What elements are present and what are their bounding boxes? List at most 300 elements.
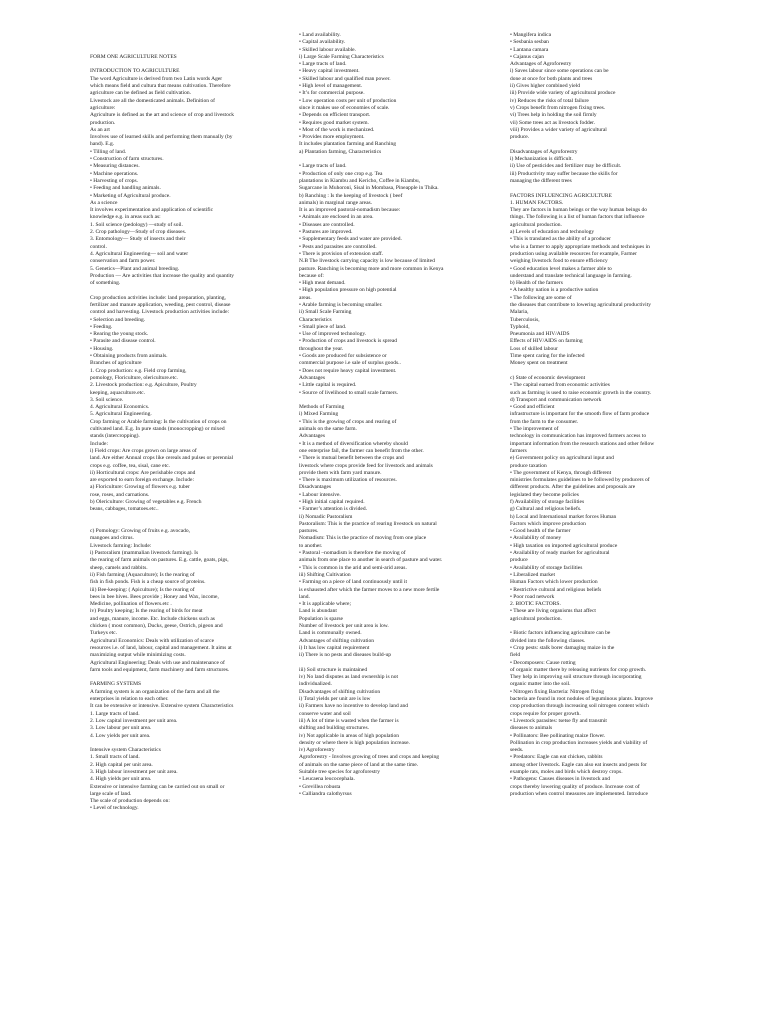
- text-line: throughout the year.: [299, 345, 344, 352]
- text-line: a) Plantation farming, Characteristics: [299, 148, 382, 155]
- text-line: It is an improved pastoral-nomadism because:: [299, 207, 401, 214]
- text-line: • Marketing of Agricultural produce.: [90, 192, 171, 199]
- text-line: technology in communication has improved farmers access to: [510, 433, 647, 440]
- text-line: crops require for proper growth.: [510, 710, 581, 717]
- text-line: bees in bee hives. Bees provide ; Honey and Wax, income,: [90, 593, 219, 600]
- text-line: • Livestock parasites: tsetse fly and transmit: [510, 717, 607, 724]
- text-line: sheep, camels and rabbits.: [90, 564, 148, 571]
- text-line: • High meat demand.: [299, 280, 346, 287]
- blank-line: [510, 623, 686, 630]
- blank-line: [90, 32, 266, 39]
- text-line: • It is a method of diversification whereby should: [299, 440, 408, 447]
- text-line: • Little capital is required.: [299, 382, 357, 389]
- text-line: c) State of economic development: [510, 374, 586, 381]
- text-line: Involves use of learned skills and performing them manually (by: [90, 134, 233, 141]
- text-line: • Heavy capital investment.: [299, 68, 360, 75]
- text-line: ii) There is no pests and diseases build-up: [299, 652, 392, 659]
- text-line: • Crop pests: stalk borer damaging maize in the: [510, 644, 615, 651]
- text-line: • Does not require heavy capital investment.: [299, 367, 397, 374]
- text-line: • Arable farming is becoming smaller.: [299, 301, 383, 308]
- blank-line: [90, 61, 266, 68]
- text-line: • Leucaena leucocephala.: [299, 776, 355, 783]
- text-line: pasture. Ranching is becoming more and more common in Kenya: [299, 265, 444, 272]
- text-line: Pneumonia and HIV/AIDS: [510, 331, 570, 338]
- text-line: • Nitrogen fixing Bacteria: Nitrogen fixing: [510, 688, 605, 695]
- text-line: Include:: [90, 440, 109, 447]
- text-line: such as farming is used to raise economic growth in the country.: [510, 389, 652, 396]
- text-line: mangoes and citrus.: [90, 535, 134, 542]
- text-line: since it makes use of economies of scale.: [299, 104, 390, 111]
- text-line: areas.: [299, 294, 312, 301]
- text-line: iv) Poultry keeping; Is the rearing of birds for meat: [90, 608, 203, 615]
- text-line: • Housing.: [90, 345, 114, 352]
- text-line: 1. Small tracts of land.: [90, 754, 140, 761]
- text-line: knowledge e.g. in areas such as:: [90, 214, 161, 221]
- text-line: field: [510, 652, 521, 659]
- text-line: • This is common in the arid and semi-arid areas.: [299, 564, 407, 571]
- text-line: production using available resources for example, Farmer: [510, 250, 637, 257]
- text-line: a) Levels of education and technology: [510, 229, 595, 236]
- text-line: animals on the same farm.: [299, 426, 357, 433]
- text-line: iv) Not applicable in areas of high population: [299, 732, 400, 739]
- text-line: Crop farming or Arable farming: Is the cultivation of crops on: [90, 418, 227, 425]
- text-line: • Level of technology.: [90, 805, 139, 812]
- text-line: • Mangifera indica: [510, 32, 552, 38]
- text-line: iii) A lot of time is wasted when the farmer is: [299, 717, 399, 724]
- text-line: production when control measures are implemented. Introduce: [510, 790, 648, 797]
- text-line: • Sesbania sesban: [510, 39, 549, 46]
- text-line: A farming system is an organization of the farm and all the: [90, 688, 220, 695]
- text-line: conserve water and soil: [299, 710, 351, 717]
- text-line: a) Floriculture: Growing of flowers e.g. tuber: [90, 484, 190, 491]
- text-line: 4. Low yields per unit area.: [90, 732, 151, 739]
- text-line: b) Ranching : Is the keeping of livestock ( beef: [299, 192, 403, 199]
- text-line: • Construction of farm structures.: [90, 156, 164, 163]
- text-line: iii) Provide wide variety of agricultural produce: [510, 90, 616, 97]
- text-line: • Machine operations.: [90, 170, 139, 177]
- text-line: • Skilled labour available.: [299, 46, 356, 53]
- text-line: • The government of Kenya, through different: [510, 469, 612, 476]
- text-line: • Capital availability.: [299, 39, 346, 46]
- text-line: Money spent on treatment: [510, 360, 568, 367]
- text-line: 2. Crop pathology—Study of crop diseases.: [90, 229, 187, 236]
- text-line: one enterprise fail, the farmer can benefit from the other.: [299, 447, 424, 454]
- text-line: of something.: [90, 280, 121, 287]
- text-line: Disadvantages of Agroforestry: [510, 148, 578, 155]
- text-line: 3. Low labour per unit area.: [90, 725, 152, 732]
- text-line: 3. Soil science.: [90, 396, 124, 403]
- text-line: 5. Genetics—Plant and animal breeding.: [90, 265, 180, 272]
- text-line: • Rearing the young stock.: [90, 331, 149, 338]
- text-line: 3. Entomology— Study of insects and their: [90, 236, 186, 243]
- text-line: the rearing of farm animals on pastures. E.g. cattle, goats, pigs,: [90, 557, 229, 564]
- text-line: Agricultural Engineering; Deals with use and maintenance of: [90, 659, 225, 666]
- text-line: farm tools and equipment, farm machinery and farm structures.: [90, 666, 230, 673]
- text-line: among other livestock. Eagle can also eat insects and pests for: [510, 761, 647, 768]
- text-line: Effects of HIV/AIDS on farming: [510, 338, 583, 345]
- text-line: farmers: [510, 447, 527, 454]
- blank-line: [90, 287, 266, 294]
- blank-line: [90, 521, 266, 528]
- text-line: • Availability of ready market for agricultural: [510, 550, 610, 557]
- text-line: ii) Horticultural crops: Are perishable crops and: [90, 469, 196, 476]
- text-line: • Small piece of land.: [299, 323, 347, 330]
- text-line: • There is mutual benefit between the crops and: [299, 455, 404, 462]
- text-line: ii) Farmers have no incentive to develop land and: [299, 703, 409, 710]
- text-line: ii) Small Scale Farming: [299, 309, 352, 316]
- text-line: 1. HUMAN FACTORS.: [510, 199, 564, 206]
- text-line: done at once for both plants and trees: [510, 75, 593, 82]
- text-line: • Large tracts of land.: [299, 61, 347, 68]
- text-line: i) Large Scale Farming Characteristics: [299, 53, 384, 60]
- text-line: divided into the following classes.: [510, 637, 586, 644]
- text-line: Suitable tree species for agroforestry: [299, 768, 380, 775]
- text-line: ii) Nomadic Pastoralism: [299, 513, 353, 520]
- text-line: 2. Livestock production: e.g. Apiculture, Poultry: [90, 382, 197, 389]
- text-line: • Pathogens: Causes diseases in livestock and: [510, 776, 610, 783]
- text-line: Advantages: [299, 433, 325, 440]
- text-line: iii) Productivity may suffer because the skills for: [510, 170, 618, 177]
- text-line: produce taxation: [510, 462, 547, 469]
- text-line: density or where there is high population increase.: [299, 739, 410, 746]
- text-line: livestock where crops provide feed for livestock and animals: [299, 462, 433, 469]
- text-line: iv) No land disputes as land ownership is not: [299, 674, 398, 681]
- text-line: • These are living organisms that affect: [510, 608, 596, 615]
- text-line: land. Are either Annual crops like cereals and pulses or perennial: [90, 455, 234, 462]
- text-line: Extensive or intensive farming can be carried out on small or: [90, 783, 225, 790]
- text-line: control and harvesting. Livestock production activities include:: [90, 309, 230, 316]
- text-line: iv) Reduces the risks of total failure: [510, 97, 589, 104]
- text-line: FORM ONE AGRICULTURE NOTES: [90, 53, 177, 60]
- text-line: ii) Fish farming (Aquaculture); Is the rearing of: [90, 571, 195, 578]
- text-line: d) Transport and communication network: [510, 396, 602, 403]
- text-line: • Lantana camara: [510, 46, 549, 53]
- text-line: Number of livestock per unit area is low.: [299, 623, 389, 630]
- text-line: Land is communally owned.: [299, 630, 362, 637]
- blank-line: [90, 674, 266, 681]
- text-line: vi) Trees help in holding the soil firmly: [510, 112, 597, 119]
- text-line: 3. High labour investment per unit area.: [90, 768, 178, 775]
- text-line: • Parasite and disease control.: [90, 338, 156, 345]
- text-line: Time spent caring for the infected: [510, 353, 585, 360]
- text-line: Agricultural Economics: Deals with utilization of scarce: [90, 637, 215, 644]
- text-line: organic matter into the soil.: [510, 681, 571, 688]
- text-line: ii) Gives higher combined yield: [510, 83, 580, 90]
- text-line: Livestock are all the domesticated animals. Definition of: [90, 97, 215, 104]
- text-line: Sugarcane in Muhoroni, Sisal in Mombasa, Pineapple in Thika.: [299, 185, 439, 192]
- text-line: because of:: [299, 272, 324, 279]
- text-line: • Use of improved technology.: [299, 331, 367, 338]
- text-line: 1. Crop production: e.g. Field crop farming,: [90, 367, 187, 374]
- text-line: resources i.e. of land, labour, capital and management. It aims at: [90, 644, 232, 651]
- text-line: g) Cultural and religious beliefs.: [510, 506, 582, 513]
- text-line: Characteristics: [299, 316, 332, 323]
- text-line: 2. High capital per unit area.: [90, 761, 153, 768]
- text-line: • There is maximum utilization of resources.: [299, 477, 397, 484]
- text-line: • Decomposers: Cause rotting: [510, 659, 576, 666]
- text-line: • Poor road network: [510, 593, 555, 600]
- text-line: Human Factors which lower production: [510, 579, 598, 586]
- blank-line: [299, 156, 475, 163]
- blank-line: [90, 514, 266, 521]
- text-line: • Diseases are controlled.: [299, 221, 355, 228]
- text-line: 2. Low capital investment per unit area.: [90, 717, 178, 724]
- text-line: • Availability of storage facilities: [510, 564, 583, 571]
- text-line: vii) Some trees act as livestock fodder.: [510, 119, 596, 126]
- text-line: maximizing output while minimizing costs.: [90, 652, 186, 659]
- text-line: important information from the research stations and other fellow: [510, 440, 655, 447]
- text-line: 4. High yields per unit area.: [90, 776, 152, 783]
- text-line: • Production of only one crop e.g. Tea: [299, 170, 383, 177]
- text-line: individualized.: [299, 681, 332, 688]
- blank-line: [90, 39, 266, 46]
- text-line: Typhoid,: [510, 323, 530, 330]
- text-line: Disadvantages: [299, 484, 332, 491]
- text-line: • Measuring distances.: [90, 163, 140, 170]
- text-line: • Most of the work is mechanized.: [299, 126, 375, 133]
- text-line: things. The following is a list of human factors that influence: [510, 214, 645, 221]
- text-line: Tuberculosis,: [510, 316, 540, 323]
- text-line: the diseases that contribute to lowering agricultural productivity: [510, 301, 651, 308]
- text-line: • Biotic factors influencing agriculture can be: [510, 630, 611, 637]
- text-line: iii) Soil structure is maintained: [299, 666, 368, 673]
- text-line: v) Crops benefit from nitrogen fixing trees.: [510, 104, 606, 111]
- text-line: • Depends on efficient transport.: [299, 112, 371, 119]
- text-line: Intensive system Characteristics: [90, 747, 161, 754]
- text-line: FACTORS INFLUENCING AGRICULTURE: [510, 192, 612, 199]
- text-line: land.: [299, 593, 310, 600]
- text-line: Livestock farming: Include:: [90, 542, 152, 549]
- text-line: • Pollinators: Bee pollinating maize flower.: [510, 732, 606, 739]
- text-line: 2. BIOTIC FACTORS.: [510, 601, 561, 608]
- text-line: • Source of livelihood to small scale farmers.: [299, 389, 399, 396]
- blank-line: [510, 368, 686, 375]
- text-line: pomology, Floriculture, olericulture.etc.: [90, 374, 178, 381]
- text-line: seeds.: [510, 747, 524, 754]
- text-line: agriculture:: [90, 104, 116, 111]
- text-line: control.: [90, 243, 107, 250]
- text-line: i) Total yields per unit are is low: [299, 696, 371, 703]
- text-line: infrastructure is important for the smooth flow of farm produce: [510, 411, 650, 418]
- column-middle: [299, 32, 475, 798]
- text-line: legislated they become policies: [510, 491, 579, 498]
- text-line: Agriculture is defined as the art and science of crop and livestock: [90, 112, 235, 119]
- column-right: [510, 32, 686, 798]
- text-line: Agroforestry - Involves growing of trees and crops and keeping: [299, 754, 440, 761]
- text-line: As an art: [90, 126, 110, 133]
- text-line: Methods of Farming: [299, 404, 345, 411]
- text-line: different products. After the guidelines and proposals are: [510, 484, 636, 491]
- text-line: • Farming on a piece of land continuously until it: [299, 579, 408, 586]
- text-line: production.: [90, 119, 116, 126]
- text-line: ii) Use of pesticides and fertilizer may be difficult.: [510, 163, 622, 170]
- text-line: • Goods are produced for subsistence or: [299, 353, 387, 360]
- text-line: • This is the growing of crops and rearing of: [299, 418, 397, 425]
- text-line: • Land availability.: [299, 32, 341, 38]
- text-line: 4. Agricultural Engineering— soil and water: [90, 250, 189, 257]
- text-line: • High population pressure on high potential: [299, 287, 397, 294]
- text-line: FARMING SYSTEMS: [90, 681, 142, 688]
- text-line: INTRODUCTION TO AGRICULTURE: [90, 68, 180, 75]
- text-line: Disadvantages of shifting cultivation: [299, 688, 381, 695]
- text-line: They are factors in human beings or the way human beings do: [510, 207, 648, 214]
- text-line: • It’s for commercial purpose.: [299, 90, 365, 97]
- text-line: Medicine, pollination of flowers.etc .: [90, 601, 172, 608]
- text-line: iv) Agroforestry: [299, 747, 335, 754]
- text-line: of organic matter there by releasing nutrients for crop growth.: [510, 666, 647, 673]
- blank-line: [90, 740, 266, 747]
- text-line: It involves experimentation and application of scientific: [90, 207, 214, 214]
- text-line: • Cajanus cajan: [510, 53, 544, 60]
- blank-line: [510, 185, 686, 192]
- text-line: i) Field crops: Are crops grown on large areas of: [90, 447, 197, 454]
- text-line: • Production of crops and livestock is spread: [299, 338, 398, 345]
- text-line: The word Agriculture is derived from two Latin words Ager: [90, 75, 223, 82]
- text-line: 1. Large tracts of land.: [90, 710, 140, 717]
- text-line: Advantages of Agroforestry: [510, 61, 572, 68]
- text-line: • Obtaining products from animals.: [90, 353, 168, 360]
- text-line: iii) Shifting Cultivation: [299, 571, 351, 578]
- text-line: b) Olericulture: Growing of vegetables e.g. French: [90, 499, 202, 505]
- text-line: Land is abundant: [299, 608, 337, 615]
- text-line: • High level of management.: [299, 83, 363, 90]
- blank-line: [299, 397, 475, 404]
- text-line: keeping, aquaculture.etc.: [90, 389, 145, 396]
- text-line: ministries formulates guidelines to be followed by producers of: [510, 477, 650, 484]
- text-line: commercial purpose i.e sale of surplus goods..: [299, 360, 401, 367]
- text-line: i) Mixed Farming: [299, 411, 339, 418]
- text-line: and eggs, manure, income. Etc. Include chickens such as: [90, 615, 215, 622]
- text-line: i) It has low capital requirement: [299, 644, 370, 651]
- text-line: agricultural production.: [510, 615, 562, 622]
- text-line: • Requires good market system.: [299, 119, 369, 126]
- blank-line: [90, 47, 266, 54]
- text-line: of animals on the same piece of land at the same time.: [299, 761, 419, 768]
- text-line: Crop production activities include: land preparation, planting,: [90, 294, 226, 301]
- text-line: agriculture can be defined as field cultivation.: [90, 90, 191, 97]
- blank-line: [299, 660, 475, 667]
- text-line: • Animals are enclosed in an area.: [299, 214, 374, 221]
- text-line: crop production through increasing soil nitrogen content which: [510, 703, 649, 710]
- text-line: It includes plantation farming and Ranching: [299, 141, 396, 148]
- text-line: • Harvesting of crops.: [90, 177, 139, 184]
- text-line: • Selection and breeding.: [90, 316, 146, 323]
- text-line: rose, roses, and carnations.: [90, 491, 150, 498]
- text-line: • Supplementary feeds and water are provided.: [299, 236, 402, 243]
- text-line: large scale of land.: [90, 790, 132, 797]
- text-line: plantations in Kiambu and Kericho, Coffee in Kiambu,: [299, 177, 421, 184]
- text-line: conservation and farm power.: [90, 258, 156, 265]
- text-line: It can be extensive or intensive. Extensive system Characteristics: [90, 703, 234, 710]
- text-line: from the farm to the consumer.: [510, 418, 579, 425]
- text-line: • Provides more employment.: [299, 134, 365, 141]
- text-line: i) Saves labour since some operations can be: [510, 68, 609, 75]
- text-line: diseases to animals: [510, 725, 553, 732]
- text-line: • High taxation on imported agricultural produce: [510, 542, 618, 549]
- text-line: weighing livestock food to ensure efficiency: [510, 258, 608, 265]
- text-line: i) Mechanization is difficult.: [510, 156, 573, 163]
- text-line: Branches of agriculture: [90, 360, 142, 367]
- text-line: chicken ( most common), Ducks, geese, Ostrich, pigeon and: [90, 623, 223, 630]
- text-line: • Pastoral –nomadism is therefore the moving of: [299, 550, 406, 557]
- text-line: shifting and building structures.: [299, 725, 369, 732]
- text-line: iii) Bee-keeping: ( Apiculture); Is the rearing of: [90, 586, 195, 593]
- text-line: agricultural production.: [510, 221, 562, 228]
- text-line: which means field and cultura that means cultivation. Therefore: [90, 83, 231, 90]
- text-line: pastures.: [299, 528, 319, 535]
- text-line: Production — Are activities that increase the quality and quantity: [90, 272, 235, 279]
- text-line: 1. Soil science (pedology) —study of soil.: [90, 221, 183, 228]
- text-line: • Predators: Eagle can eat chicken, rabbits: [510, 754, 603, 761]
- text-line: • Feeding.: [90, 323, 113, 330]
- text-line: N.B The livestock carrying capacity is low because of limited: [299, 258, 435, 265]
- text-line: beans, cabbages, tomatoes.etc..: [90, 506, 159, 513]
- text-line: produce: [510, 557, 528, 564]
- text-line: • This is translated as the ability of a producer: [510, 236, 611, 243]
- text-line: cultivated land. E.g. In pure stands (monocropping) or mixed: [90, 426, 225, 433]
- text-line: fertilizer and manure application, weeding, pest control, disease: [90, 301, 231, 308]
- text-line: • The improvement of: [510, 426, 559, 433]
- text-line: • Pastures are improved.: [299, 229, 353, 236]
- text-line: 4. Agricultural Economics.: [90, 404, 150, 411]
- text-line: stands (intercropping).: [90, 433, 140, 440]
- text-line: Loss of skilled labour: [510, 345, 558, 352]
- text-line: animals) in marginal range areas.: [299, 199, 373, 206]
- text-line: • Restrictive cultural and religious beliefs: [510, 586, 602, 593]
- text-line: • Good health of the farmer: [510, 528, 571, 535]
- text-line: crops e.g. coffee, tea, sisal, cane etc.: [90, 462, 170, 469]
- text-line: is exhausted after which the farmer moves to a new more fertile: [299, 586, 440, 593]
- text-line: i) Pastoralism (mammalian livestock farming). Is: [90, 550, 199, 557]
- text-line: provide them with farm yard manure.: [299, 469, 382, 476]
- column-left: [90, 32, 266, 813]
- text-line: • The capital earned from economic activities: [510, 382, 610, 389]
- text-line: Factors which improve production: [510, 520, 586, 527]
- text-line: managing the different trees: [510, 177, 572, 184]
- text-line: Turkeys etc.: [90, 630, 117, 637]
- text-line: • Liberalized market: [510, 571, 555, 578]
- text-line: e) Government policy on agricultural input and: [510, 455, 614, 462]
- text-line: produce.: [510, 134, 530, 141]
- text-line: who is a farmer to apply appropriate methods and techniques in: [510, 243, 650, 250]
- text-line: • Tilling of land.: [90, 148, 127, 155]
- text-line: • Feeding and handling animals.: [90, 185, 161, 192]
- text-line: viii) Provides a wider variety of agricultural: [510, 126, 607, 133]
- text-line: • Low operation costs per unit of production: [299, 97, 397, 104]
- text-line: Malaria,: [510, 309, 529, 316]
- text-line: • Labour intensive.: [299, 491, 341, 498]
- text-line: • High initial capital required.: [299, 499, 365, 505]
- text-line: are exported to earn foreign exchange. Include:: [90, 477, 194, 484]
- text-line: As a science: [90, 199, 118, 206]
- text-line: Pollination in crop production increases yields and viability of: [510, 739, 648, 746]
- text-line: c) Pomology: Growing of fruits e.g. avocado,: [90, 528, 191, 535]
- text-line: • Large tracts of land.: [299, 163, 347, 170]
- text-line: understand and translate technical language in farming.: [510, 272, 632, 279]
- text-line: Nomadism: This is the practice of moving from one place: [299, 535, 427, 542]
- text-line: The scale of production depends on:: [90, 798, 170, 805]
- text-line: fish in fish ponds. Fish is a cheap source of proteins.: [90, 579, 206, 586]
- text-line: They help in improving soil structure through incorporating: [510, 674, 642, 681]
- text-line: • Good and efficient: [510, 404, 555, 411]
- text-line: • Farmer’s attention is divided.: [299, 506, 367, 513]
- text-line: b) Health of the farmers: [510, 280, 563, 287]
- text-line: Pastoralism: This is the practice of rearing livestock on natural: [299, 520, 437, 527]
- text-line: bacteria are found in root nodules of leguminous plants. Improve: [510, 696, 653, 703]
- text-line: h) Local and International market forces Human: [510, 513, 617, 520]
- text-line: 5. Agricultural Engineering.: [90, 411, 152, 418]
- text-line: • Availability of money: [510, 535, 562, 542]
